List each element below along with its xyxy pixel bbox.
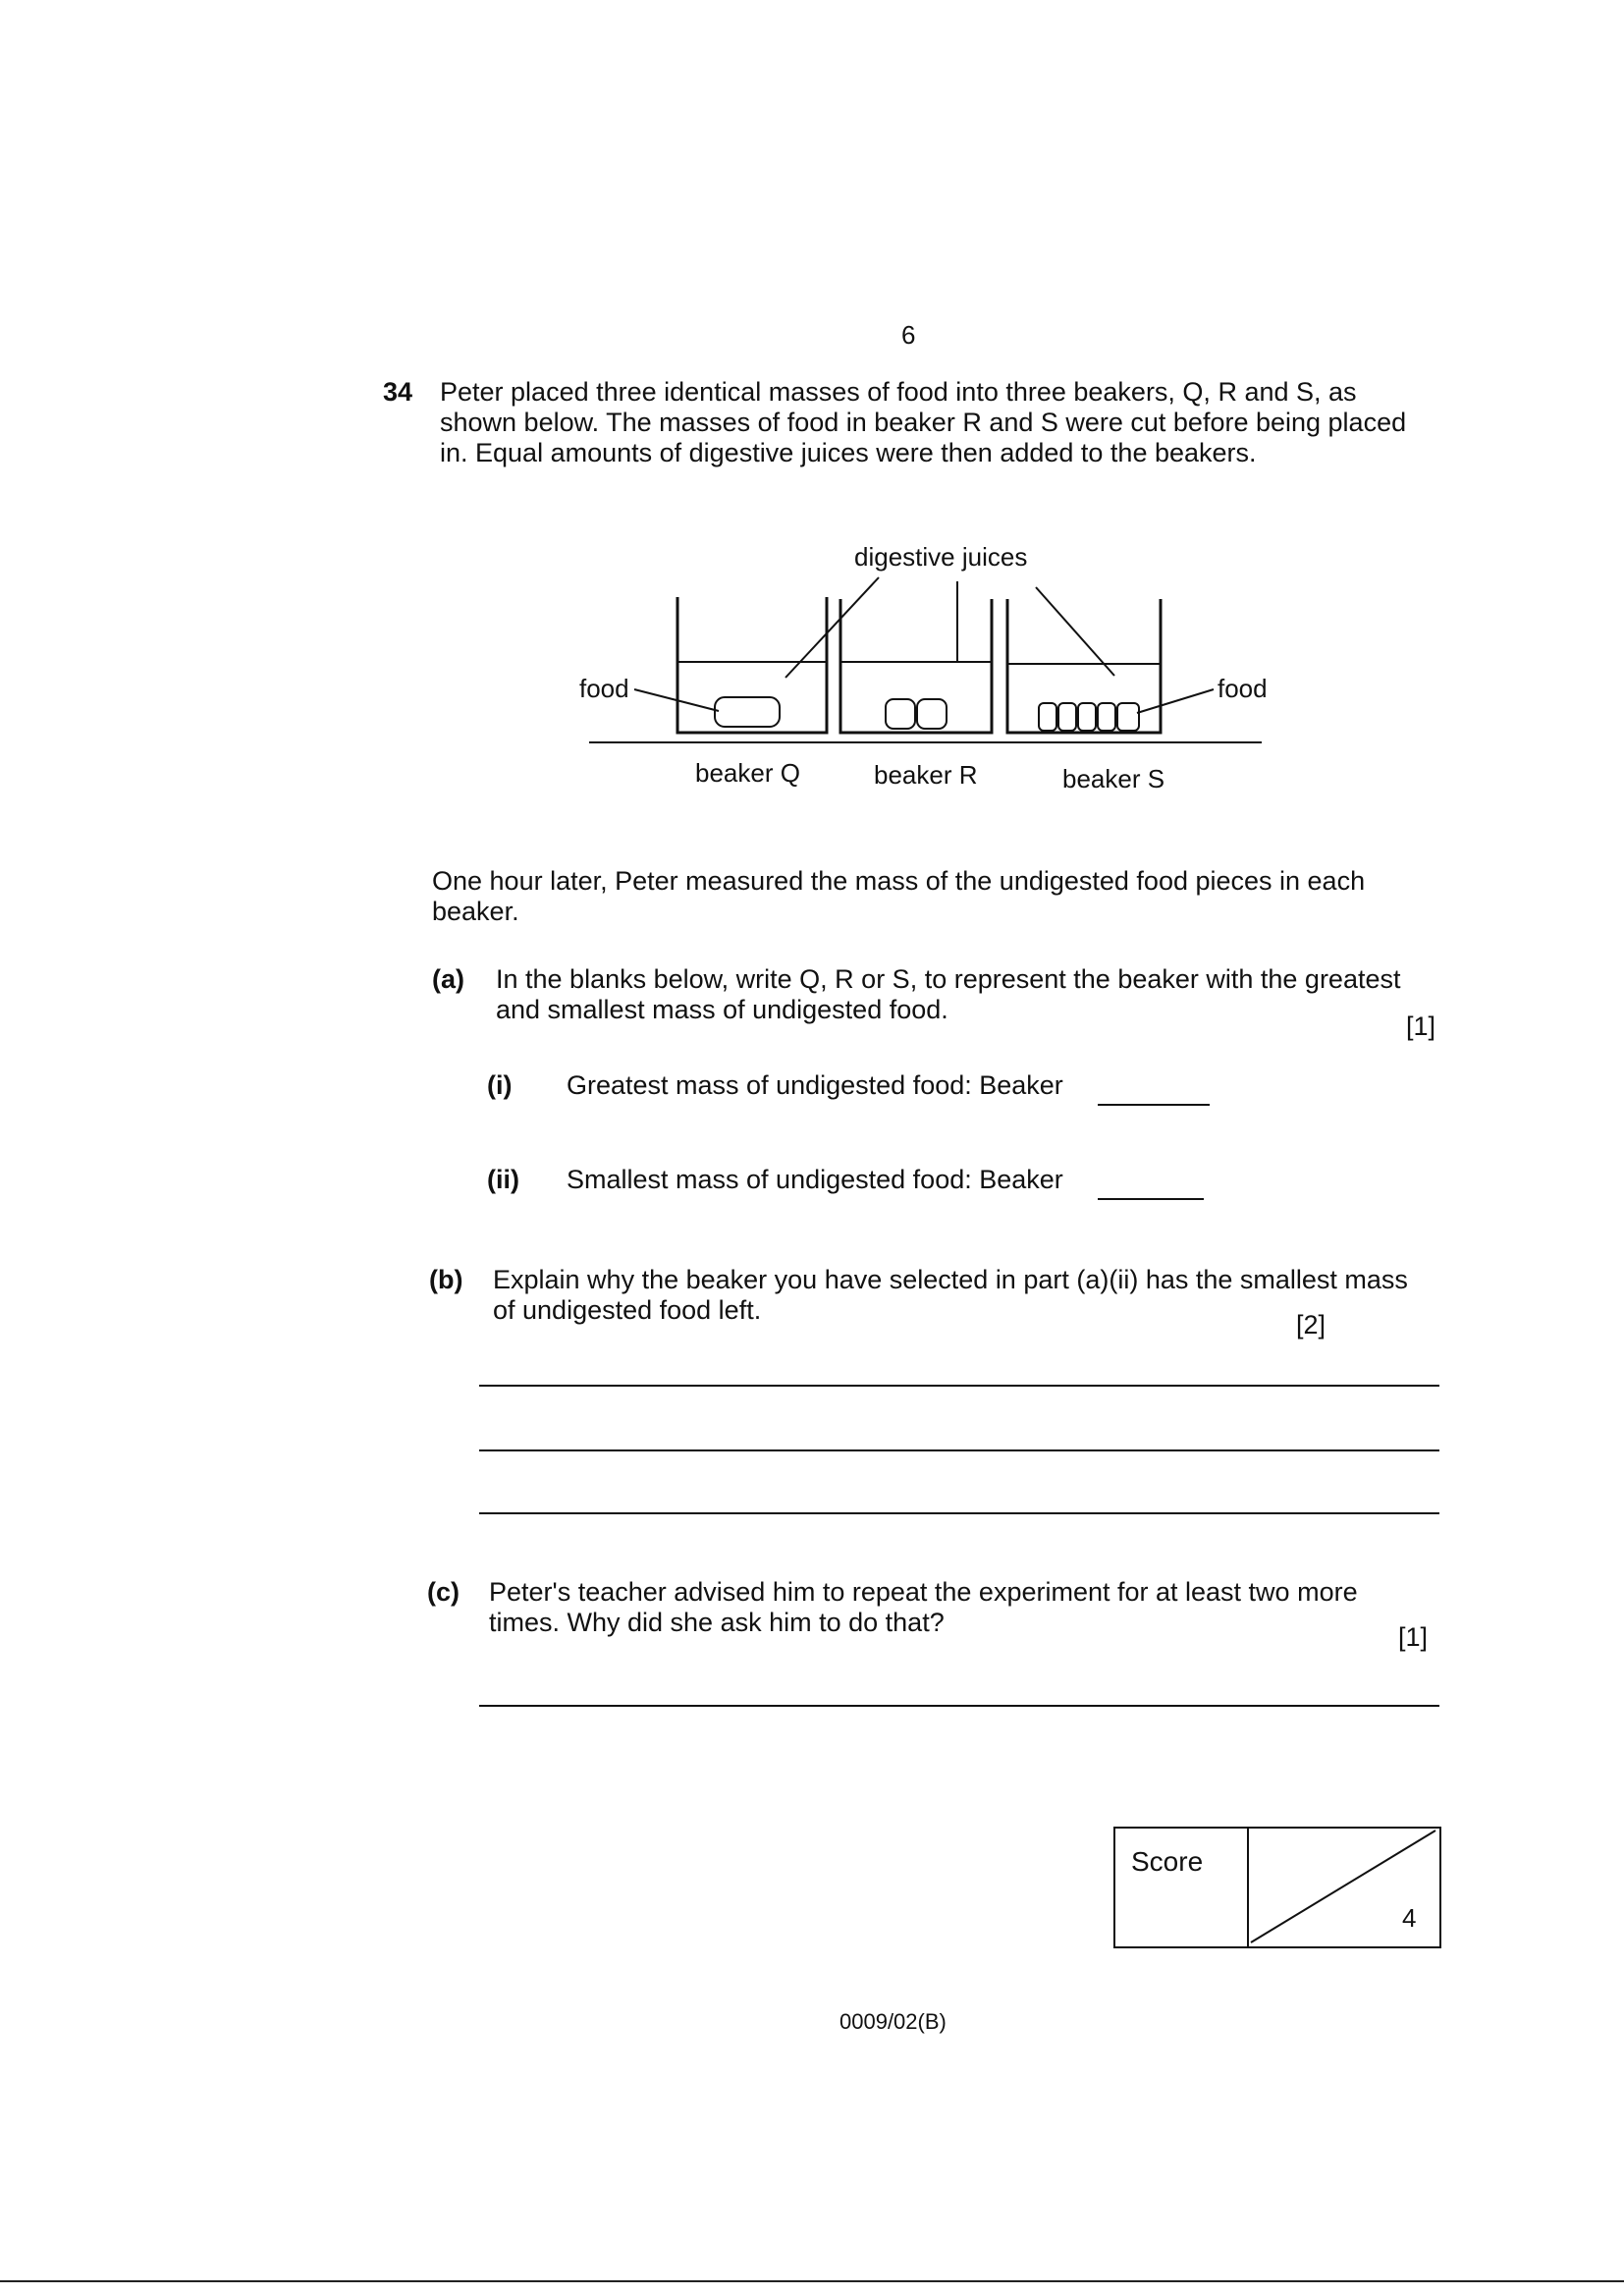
- part-b-label: (b): [429, 1265, 463, 1294]
- footer-code: 0009/02(B): [839, 2009, 947, 2034]
- score-max: 4: [1402, 1903, 1417, 1933]
- food-piece: [886, 699, 915, 729]
- beaker-q: [677, 597, 827, 733]
- part-b-text: [493, 1265, 1435, 1326]
- beaker-r-caption: beaker R: [874, 760, 978, 790]
- sub-ii-text: Smallest mass of undigested food: Beaker: [567, 1165, 1063, 1194]
- digestive-juices-label: digestive juices: [854, 542, 1028, 572]
- food-piece: [917, 699, 947, 729]
- part-b-marks: [2]: [1296, 1310, 1326, 1339]
- part-a-line: In the blanks below, write Q, R or S, to represent the beaker with the greatest: [496, 964, 1401, 994]
- part-b-answer-line-2[interactable]: [479, 1449, 1439, 1451]
- follow-up-text: [432, 866, 1453, 927]
- food-piece: [1078, 703, 1096, 731]
- food-piece: [1117, 703, 1139, 731]
- beaker-diagram: [550, 530, 1296, 795]
- sub-i-answer-blank[interactable]: [1098, 1104, 1210, 1106]
- follow-up-line: beaker.: [432, 897, 519, 926]
- part-b-answer-line-3[interactable]: [479, 1512, 1439, 1514]
- stem-line: in. Equal amounts of digestive juices were then added to the beakers.: [440, 438, 1257, 467]
- part-a-label: (a): [432, 964, 464, 994]
- food-label-right: food: [1218, 674, 1268, 703]
- part-c-answer-line[interactable]: [479, 1705, 1439, 1707]
- food-piece: [1098, 703, 1115, 731]
- food-piece: [1058, 703, 1076, 731]
- question-stem: [440, 377, 1451, 468]
- part-c-line: Peter's teacher advised him to repeat the experiment for at least two more: [489, 1577, 1358, 1607]
- sub-ii-answer-blank[interactable]: [1098, 1198, 1204, 1200]
- stem-line: Peter placed three identical masses of food into three beakers, Q, R and S, as: [440, 377, 1357, 407]
- pointer-line: [1036, 587, 1114, 676]
- food-block: [715, 697, 780, 727]
- bottom-rule: [0, 2280, 1624, 2282]
- part-c-marks: [1]: [1398, 1622, 1429, 1652]
- part-a-marks: [1]: [1406, 1011, 1436, 1041]
- beaker-s-caption: beaker S: [1062, 764, 1165, 793]
- sub-i-label: (i): [487, 1070, 513, 1100]
- sub-i-text: Greatest mass of undigested food: Beaker: [567, 1070, 1063, 1100]
- part-b-line: Explain why the beaker you have selected in part (a)(ii) has the smallest mass: [493, 1265, 1408, 1294]
- part-b-line: of undigested food left.: [493, 1295, 762, 1325]
- part-c-line: times. Why did she ask him to do that?: [489, 1608, 945, 1637]
- score-label: Score: [1131, 1846, 1204, 1877]
- part-b-answer-line-1[interactable]: [479, 1385, 1439, 1387]
- stem-line: shown below. The masses of food in beaker R and S were cut before being placed: [440, 408, 1407, 437]
- page-number: 6: [901, 320, 916, 350]
- food-piece: [1039, 703, 1056, 731]
- follow-up-line: One hour later, Peter measured the mass of the undigested food pieces in each: [432, 866, 1366, 896]
- pointer-line: [1137, 689, 1214, 713]
- part-c-label: (c): [427, 1577, 460, 1607]
- sub-ii-label: (ii): [487, 1165, 519, 1194]
- part-c-text: [489, 1577, 1432, 1638]
- beaker-q-caption: beaker Q: [695, 758, 800, 788]
- part-a-text: [496, 964, 1438, 1025]
- food-label-left: food: [579, 674, 629, 703]
- part-a-line: and smallest mass of undigested food.: [496, 995, 948, 1024]
- beaker-r: [840, 599, 992, 733]
- question-number: 34: [383, 377, 413, 407]
